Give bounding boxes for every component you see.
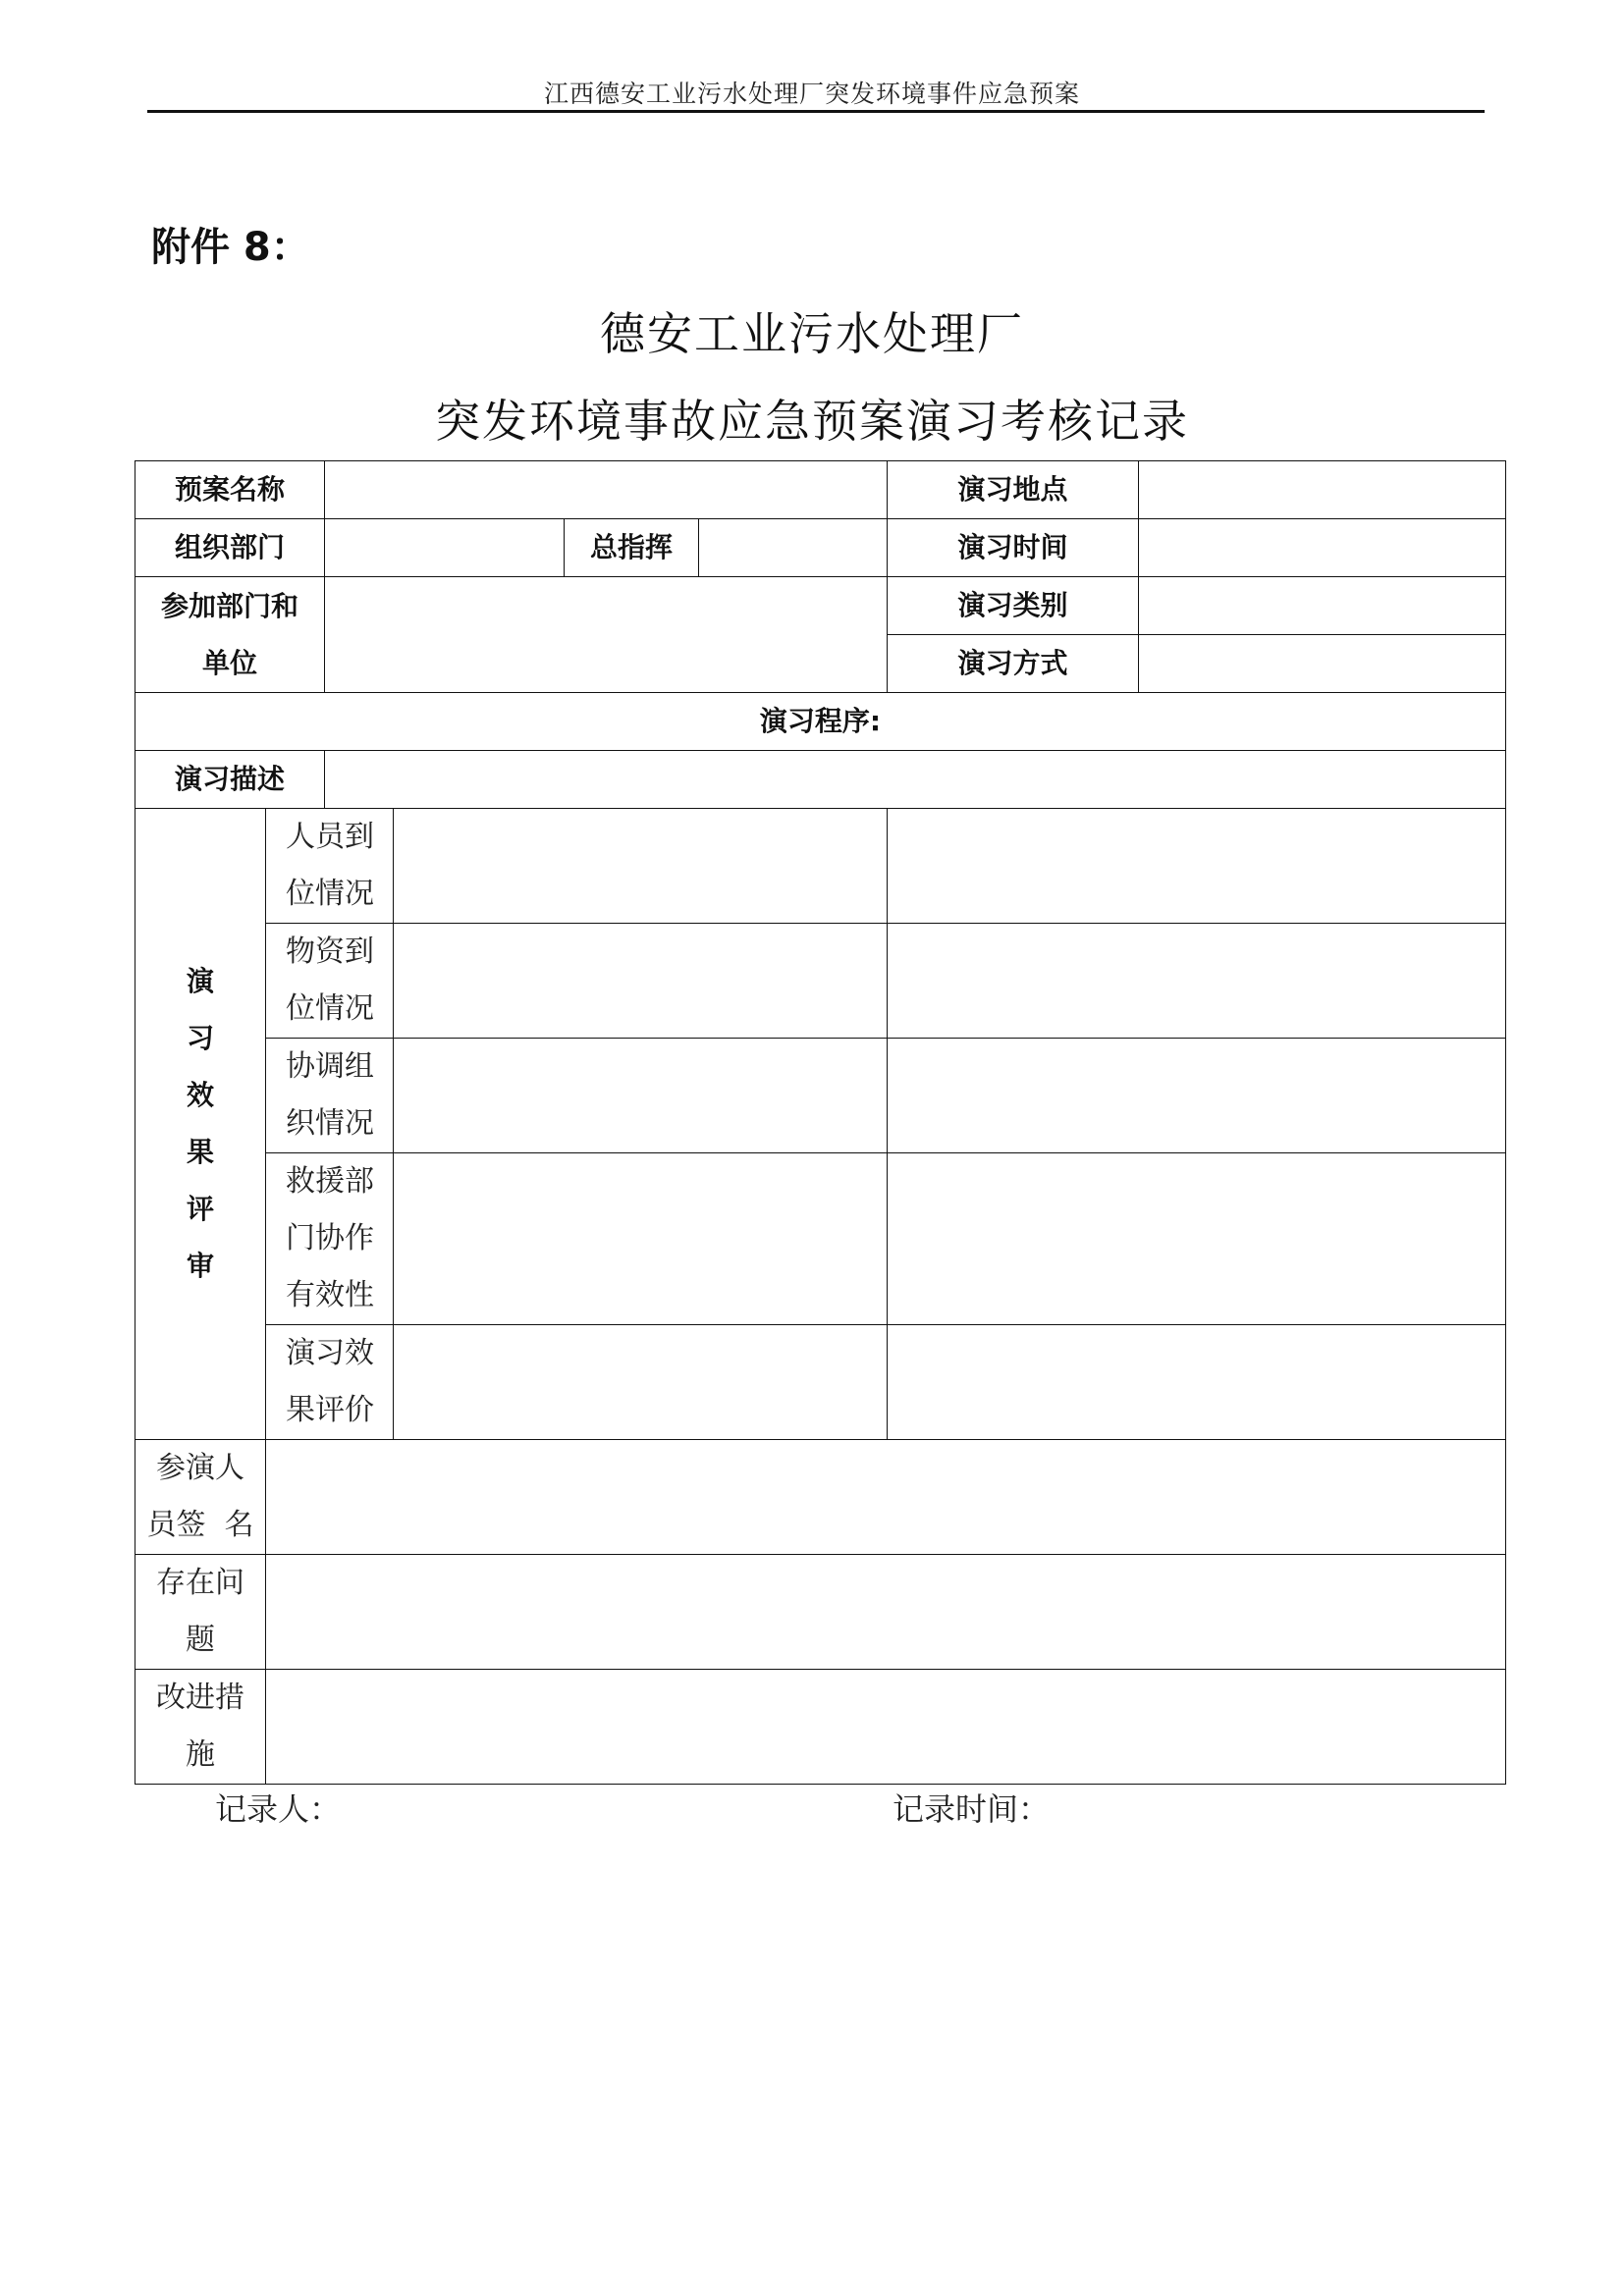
drill-time-label: 演习时间 [888, 519, 1139, 577]
effect-item-value[interactable] [394, 1039, 888, 1153]
effect-item-label [266, 924, 394, 1039]
drill-location-label: 演习地点 [888, 461, 1139, 519]
effect-review-char: 审 [186, 1250, 214, 1282]
effect-item-label-line: 物资到 [286, 934, 374, 969]
effect-item-label-line: 织情况 [286, 1106, 374, 1141]
effect-item-label-line: 协调组 [286, 1049, 374, 1084]
effect-review-char: 评 [186, 1193, 214, 1225]
participant-signature-label-line1: 参演人 [156, 1451, 244, 1485]
drill-description-value[interactable] [325, 751, 1506, 809]
drill-description-label: 演习描述 [135, 751, 325, 809]
existing-problems-label-line1: 存在问 [156, 1566, 244, 1600]
participant-signature-label [135, 1440, 266, 1555]
effect-item-remark[interactable] [888, 1325, 1506, 1440]
existing-problems-value[interactable] [266, 1555, 1506, 1670]
running-header: 江西德安工业污水处理厂突发环境事件应急预案 [543, 80, 1080, 108]
effect-item-label-line: 位情况 [286, 877, 374, 911]
participant-signature-label-line2: 员签 名 [146, 1508, 254, 1542]
effect-item-label [266, 1039, 394, 1153]
participating-units-label-line2: 单位 [202, 646, 258, 679]
effect-review-char: 果 [186, 1136, 214, 1168]
participating-units-value[interactable] [325, 577, 888, 693]
plan-name-label: 预案名称 [135, 461, 325, 519]
drill-location-value[interactable] [1139, 461, 1506, 519]
drill-assessment-table [135, 460, 1506, 1785]
organizing-dept-label: 组织部门 [135, 519, 325, 577]
effect-item-label [266, 1153, 394, 1325]
drill-category-label: 演习类别 [888, 577, 1139, 635]
participating-units-label [135, 577, 325, 693]
effect-review-char: 习 [186, 1022, 214, 1054]
drill-method-value[interactable] [1139, 635, 1506, 693]
improvement-measures-label [135, 1670, 266, 1785]
effect-item-value[interactable] [394, 1153, 888, 1325]
effect-item-value[interactable] [394, 809, 888, 924]
recorder-label: 记录人： [215, 1790, 342, 1828]
effect-review-label [135, 809, 266, 1440]
attachment-label: 附件 8： [151, 225, 310, 270]
effect-item-label-line: 救援部 [286, 1164, 374, 1199]
effect-item-label-line: 位情况 [286, 991, 374, 1026]
effect-review-char: 效 [186, 1079, 214, 1111]
improvement-measures-value[interactable] [266, 1670, 1506, 1785]
effect-item-label-line: 门协作 [286, 1221, 374, 1255]
effect-item-remark[interactable] [888, 809, 1506, 924]
participant-signature-value[interactable] [266, 1440, 1506, 1555]
effect-review-char: 演 [186, 965, 214, 997]
effect-item-remark[interactable] [888, 1039, 1506, 1153]
effect-item-label [266, 809, 394, 924]
existing-problems-label-line2: 题 [186, 1623, 215, 1657]
effect-item-value[interactable] [394, 924, 888, 1039]
drill-time-value[interactable] [1139, 519, 1506, 577]
drill-procedure-label: 演习程序: [135, 693, 1506, 751]
commander-label: 总指挥 [565, 519, 699, 577]
drill-method-label: 演习方式 [888, 635, 1139, 693]
effect-item-label-line: 人员到 [286, 820, 374, 854]
header-divider [147, 110, 1485, 113]
effect-item-remark[interactable] [888, 1153, 1506, 1325]
improvement-measures-label-line2: 施 [186, 1737, 215, 1772]
plan-name-value[interactable] [325, 461, 888, 519]
effect-item-remark[interactable] [888, 924, 1506, 1039]
document-title-line-2: 突发环境事故应急预案演习考核记录 [435, 395, 1189, 448]
commander-value[interactable] [699, 519, 888, 577]
existing-problems-label [135, 1555, 266, 1670]
improvement-measures-label-line1: 改进措 [156, 1681, 244, 1715]
drill-category-value[interactable] [1139, 577, 1506, 635]
effect-item-value[interactable] [394, 1325, 888, 1440]
document-title-line-1: 德安工业污水处理厂 [600, 307, 1024, 360]
effect-item-label-line: 果评价 [286, 1393, 374, 1427]
effect-item-label-line: 演习效 [286, 1336, 374, 1370]
record-time-label: 记录时间： [893, 1790, 1051, 1828]
effect-item-label-line: 有效性 [286, 1278, 374, 1312]
participating-units-label-line1: 参加部门和 [161, 589, 299, 622]
organizing-dept-value[interactable] [325, 519, 565, 577]
effect-item-label [266, 1325, 394, 1440]
